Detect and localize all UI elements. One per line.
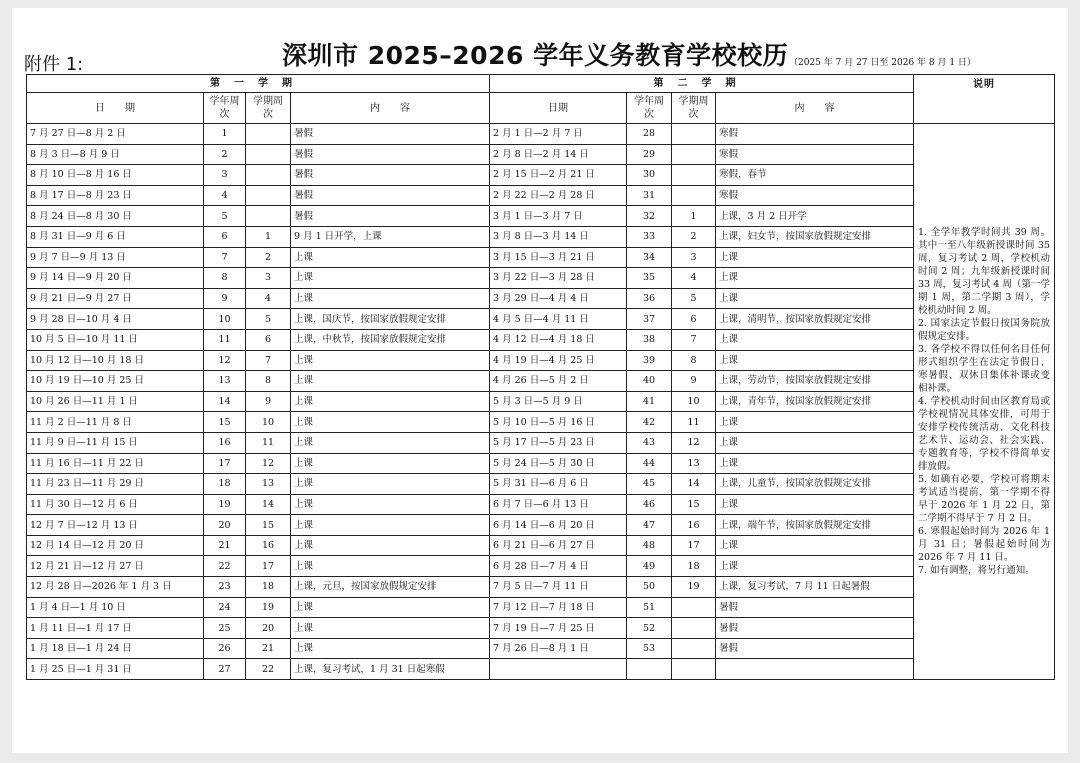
table-row: [27, 247, 1055, 268]
term-week-1-cell: 3: [246, 268, 291, 289]
year-week-2-cell: 47: [627, 515, 672, 536]
term-week-1-cell: 5: [246, 309, 291, 330]
year-week-1-cell: 7: [204, 247, 246, 268]
term2-header: 第二学期: [490, 75, 914, 93]
date-1-cell: 8 月 10 日—8 月 16 日: [27, 165, 204, 186]
term-week-1-cell: 10: [246, 412, 291, 433]
column-header-row: [27, 93, 1055, 124]
content-2-cell: 暑假: [716, 638, 914, 659]
term-week-1-cell: 19: [246, 597, 291, 618]
year-week-2-cell: 50: [627, 577, 672, 598]
date-2-cell: 3 月 22 日—3 月 28 日: [490, 268, 627, 289]
term-week-1-cell: [246, 185, 291, 206]
date-2-cell: 4 月 12 日—4 月 18 日: [490, 329, 627, 350]
date-1-cell: 9 月 14 日—9 月 20 日: [27, 268, 204, 289]
year-week-2-cell: 33: [627, 226, 672, 247]
term-week-2-cell: 14: [672, 474, 716, 495]
date-1-cell: 8 月 3 日—8 月 9 日: [27, 144, 204, 165]
year-week-2-cell: 48: [627, 535, 672, 556]
term-week-header-1: 学期周次: [246, 93, 291, 124]
year-week-2-cell: 44: [627, 453, 672, 474]
term-week-2-cell: [672, 659, 716, 680]
year-week-2-cell: 42: [627, 412, 672, 433]
content-2-cell: 上课: [716, 329, 914, 350]
term-week-1-cell: 8: [246, 371, 291, 392]
date-2-cell: [490, 659, 627, 680]
date-1-cell: 11 月 9 日—11 月 15 日: [27, 432, 204, 453]
content-1-cell: 上课: [291, 391, 490, 412]
content-2-cell: 上课: [716, 432, 914, 453]
content-1-cell: 9 月 1 日开学，上课: [291, 226, 490, 247]
year-week-2-cell: 43: [627, 432, 672, 453]
date-1-cell: 1 月 18 日—1 月 24 日: [27, 638, 204, 659]
date-1-cell: 11 月 16 日—11 月 22 日: [27, 453, 204, 474]
content-1-cell: 暑假: [291, 144, 490, 165]
term-week-header-2: 学期周次: [672, 93, 716, 124]
date-2-cell: 4 月 26 日—5 月 2 日: [490, 371, 627, 392]
date-1-cell: 9 月 7 日—9 月 13 日: [27, 247, 204, 268]
content-1-cell: 上课: [291, 556, 490, 577]
table-row: [27, 659, 1055, 680]
content-2-cell: 上课，3 月 2 日开学: [716, 206, 914, 227]
date-1-cell: 1 月 11 日—1 月 17 日: [27, 618, 204, 639]
year-week-1-cell: 14: [204, 391, 246, 412]
term-week-2-cell: 15: [672, 494, 716, 515]
year-week-2-cell: 30: [627, 165, 672, 186]
content-1-cell: 上课: [291, 535, 490, 556]
year-week-1-cell: 12: [204, 350, 246, 371]
date-2-cell: 2 月 1 日—2 月 7 日: [490, 124, 627, 145]
year-week-1-cell: 27: [204, 659, 246, 680]
date-2-cell: 5 月 3 日—5 月 9 日: [490, 391, 627, 412]
content-1-cell: 上课: [291, 432, 490, 453]
notes-header: 说明: [914, 75, 1055, 124]
date-1-cell: 8 月 24 日—8 月 30 日: [27, 206, 204, 227]
year-week-2-cell: [627, 659, 672, 680]
content-2-cell: 寒假: [716, 185, 914, 206]
content-2-cell: 上课: [716, 350, 914, 371]
content-2-cell: 上课: [716, 556, 914, 577]
year-week-1-cell: 9: [204, 288, 246, 309]
term-week-2-cell: 19: [672, 577, 716, 598]
date-1-cell: 9 月 28 日—10 月 4 日: [27, 309, 204, 330]
content-2-cell: 寒假: [716, 144, 914, 165]
date-range: （2025 年 7 月 27 日至 2026 年 8 月 1 日）: [789, 58, 976, 68]
table-row: [27, 124, 1055, 145]
date-1-cell: 8 月 31 日—9 月 6 日: [27, 226, 204, 247]
year-week-2-cell: 41: [627, 391, 672, 412]
term-week-2-cell: [672, 638, 716, 659]
year-week-2-cell: 46: [627, 494, 672, 515]
content-2-cell: 上课，妇女节，按国家放假规定安排: [716, 226, 914, 247]
table-row: [27, 494, 1055, 515]
date-2-cell: 6 月 14 日—6 月 20 日: [490, 515, 627, 536]
term-week-1-cell: [246, 206, 291, 227]
note-item: 3. 各学校不得以任何名目任何形式组织学生在法定节假日、寒暑假、双休日集体补课或变相补课。: [918, 344, 1050, 395]
content-header-1: 内 容: [291, 93, 490, 124]
year-week-1-cell: 23: [204, 577, 246, 598]
year-week-1-cell: 26: [204, 638, 246, 659]
term-week-1-cell: 16: [246, 535, 291, 556]
term-week-2-cell: 3: [672, 247, 716, 268]
content-2-cell: 上课，清明节，按国家放假规定安排: [716, 309, 914, 330]
content-2-cell: [716, 659, 914, 680]
year-week-1-cell: 20: [204, 515, 246, 536]
term-week-2-cell: [672, 165, 716, 186]
term-week-1-cell: [246, 165, 291, 186]
term-week-1-cell: [246, 124, 291, 145]
year-week-1-cell: 3: [204, 165, 246, 186]
year-week-1-cell: 21: [204, 535, 246, 556]
table-row: [27, 412, 1055, 433]
year-week-1-cell: 16: [204, 432, 246, 453]
table-row: [27, 391, 1055, 412]
year-week-2-cell: 53: [627, 638, 672, 659]
year-week-1-cell: 10: [204, 309, 246, 330]
note-item: 5. 如确有必要，学校可将期末考试适当提前，第一学期不得早于 2026 年 1 月 22 日，第二学期不得早于 7 月 2 日。: [918, 474, 1050, 525]
date-1-cell: 11 月 2 日—11 月 8 日: [27, 412, 204, 433]
term-week-1-cell: 18: [246, 577, 291, 598]
note-item: 1. 全学年教学时间共 39 周。其中一至八年级新授课时间 35 周，复习考试 2 周，学校机动时间 2 周；九年级新授课时间 33 周，复习考试 4 周（第一学期 1 周，第二学期 3 周），学校机动时间 2 周。: [918, 227, 1050, 317]
term-week-2-cell: [672, 185, 716, 206]
year-week-1-cell: 2: [204, 144, 246, 165]
date-header-1: 日 期: [27, 93, 204, 124]
content-2-cell: 上课，青年节，按国家放假规定安排: [716, 391, 914, 412]
content-1-cell: 上课: [291, 494, 490, 515]
term-week-1-cell: 11: [246, 432, 291, 453]
date-2-cell: 7 月 5 日—7 月 11 日: [490, 577, 627, 598]
term-week-1-cell: 7: [246, 350, 291, 371]
year-week-2-cell: 52: [627, 618, 672, 639]
content-1-cell: 上课: [291, 638, 490, 659]
date-2-cell: 7 月 12 日—7 月 18 日: [490, 597, 627, 618]
term-week-2-cell: 6: [672, 309, 716, 330]
content-1-cell: 暑假: [291, 185, 490, 206]
year-week-2-cell: 45: [627, 474, 672, 495]
content-2-cell: 上课: [716, 535, 914, 556]
content-1-cell: 上课: [291, 515, 490, 536]
table-row: [27, 185, 1055, 206]
table-row: [27, 309, 1055, 330]
term-week-1-cell: 2: [246, 247, 291, 268]
content-1-cell: 暑假: [291, 165, 490, 186]
content-2-cell: 上课，端午节，按国家放假规定安排: [716, 515, 914, 536]
year-week-1-cell: 17: [204, 453, 246, 474]
content-1-cell: 上课，中秋节，按国家放假规定安排: [291, 329, 490, 350]
table-row: [27, 535, 1055, 556]
date-1-cell: 9 月 21 日—9 月 27 日: [27, 288, 204, 309]
content-1-cell: 上课: [291, 247, 490, 268]
content-1-cell: 上课: [291, 288, 490, 309]
content-1-cell: 上课: [291, 412, 490, 433]
content-1-cell: 上课，复习考试，1 月 31 日起寒假: [291, 659, 490, 680]
content-1-cell: 暑假: [291, 124, 490, 145]
table-row: [27, 350, 1055, 371]
page-title: 深圳市 2025–2026 学年义务教育学校校历: [282, 41, 789, 70]
term-week-2-cell: 17: [672, 535, 716, 556]
content-2-cell: 上课，复习考试，7 月 11 日起暑假: [716, 577, 914, 598]
term-week-2-cell: 7: [672, 329, 716, 350]
year-week-1-cell: 4: [204, 185, 246, 206]
term-week-1-cell: 22: [246, 659, 291, 680]
note-item: 6. 寒假起始时间为 2026 年 1 月 31 日；暑假起始时间为 2026 年 7 月 11 日。: [918, 526, 1050, 564]
year-week-1-cell: 6: [204, 226, 246, 247]
term-week-1-cell: 21: [246, 638, 291, 659]
date-1-cell: 8 月 17 日—8 月 23 日: [27, 185, 204, 206]
term-week-1-cell: 1: [246, 226, 291, 247]
date-1-cell: 12 月 14 日—12 月 20 日: [27, 535, 204, 556]
content-1-cell: 上课，元旦，按国家放假规定安排: [291, 577, 490, 598]
date-1-cell: 10 月 5 日—10 月 11 日: [27, 329, 204, 350]
year-week-header-1: 学年周次: [204, 93, 246, 124]
year-week-1-cell: 1: [204, 124, 246, 145]
table-row: [27, 577, 1055, 598]
content-2-cell: 寒假: [716, 124, 914, 145]
date-1-cell: 10 月 19 日—10 月 25 日: [27, 371, 204, 392]
date-2-cell: 3 月 1 日—3 月 7 日: [490, 206, 627, 227]
table-row: [27, 206, 1055, 227]
term-week-2-cell: 10: [672, 391, 716, 412]
date-1-cell: 11 月 23 日—11 月 29 日: [27, 474, 204, 495]
term-week-2-cell: 11: [672, 412, 716, 433]
attachment-label: 附件 1:: [24, 54, 84, 75]
table-row: [27, 453, 1055, 474]
content-2-cell: 上课: [716, 412, 914, 433]
term-week-1-cell: 15: [246, 515, 291, 536]
date-2-cell: 5 月 31 日—6 月 6 日: [490, 474, 627, 495]
content-2-cell: 上课: [716, 268, 914, 289]
term-week-2-cell: 12: [672, 432, 716, 453]
table-row: [27, 165, 1055, 186]
date-2-cell: 7 月 26 日—8 月 1 日: [490, 638, 627, 659]
term-week-2-cell: 18: [672, 556, 716, 577]
year-week-2-cell: 38: [627, 329, 672, 350]
date-1-cell: 11 月 30 日—12 月 6 日: [27, 494, 204, 515]
date-2-cell: 2 月 15 日—2 月 21 日: [490, 165, 627, 186]
content-header-2: 内 容: [716, 93, 914, 124]
year-week-1-cell: 8: [204, 268, 246, 289]
date-2-cell: 2 月 8 日—2 月 14 日: [490, 144, 627, 165]
year-week-1-cell: 5: [204, 206, 246, 227]
date-2-cell: 4 月 19 日—4 月 25 日: [490, 350, 627, 371]
term-week-2-cell: 16: [672, 515, 716, 536]
content-2-cell: 上课: [716, 453, 914, 474]
term-week-1-cell: 6: [246, 329, 291, 350]
content-1-cell: 上课，国庆节，按国家放假规定安排: [291, 309, 490, 330]
date-1-cell: 7 月 27 日—8 月 2 日: [27, 124, 204, 145]
term1-header: 第一学期: [27, 75, 490, 93]
term-week-1-cell: 12: [246, 453, 291, 474]
year-week-2-cell: 49: [627, 556, 672, 577]
content-2-cell: 上课: [716, 288, 914, 309]
note-item: 7. 如有调整，将另行通知。: [918, 565, 1035, 577]
term-week-1-cell: 17: [246, 556, 291, 577]
content-2-cell: 上课: [716, 247, 914, 268]
table-row: [27, 638, 1055, 659]
content-2-cell: 上课: [716, 494, 914, 515]
term-header-row: [27, 75, 1055, 93]
date-2-cell: 7 月 19 日—7 月 25 日: [490, 618, 627, 639]
term-week-2-cell: [672, 124, 716, 145]
date-2-cell: 5 月 24 日—5 月 30 日: [490, 453, 627, 474]
year-week-header-2: 学年周次: [627, 93, 672, 124]
content-2-cell: 暑假: [716, 618, 914, 639]
term-week-2-cell: 2: [672, 226, 716, 247]
term-week-2-cell: [672, 144, 716, 165]
year-week-2-cell: 37: [627, 309, 672, 330]
date-1-cell: 10 月 12 日—10 月 18 日: [27, 350, 204, 371]
content-1-cell: 上课: [291, 618, 490, 639]
year-week-1-cell: 11: [204, 329, 246, 350]
year-week-2-cell: 39: [627, 350, 672, 371]
content-1-cell: 上课: [291, 474, 490, 495]
content-1-cell: 上课: [291, 597, 490, 618]
term-week-1-cell: [246, 144, 291, 165]
table-row: [27, 144, 1055, 165]
term-week-1-cell: 20: [246, 618, 291, 639]
year-week-2-cell: 36: [627, 288, 672, 309]
date-2-cell: 6 月 28 日—7 月 4 日: [490, 556, 627, 577]
content-2-cell: 寒假，春节: [716, 165, 914, 186]
date-2-cell: 3 月 15 日—3 月 21 日: [490, 247, 627, 268]
year-week-1-cell: 15: [204, 412, 246, 433]
year-week-1-cell: 24: [204, 597, 246, 618]
term-week-2-cell: 5: [672, 288, 716, 309]
year-week-2-cell: 40: [627, 371, 672, 392]
date-2-cell: 3 月 8 日—3 月 14 日: [490, 226, 627, 247]
content-1-cell: 上课: [291, 371, 490, 392]
date-2-cell: 6 月 7 日—6 月 13 日: [490, 494, 627, 515]
table-row: [27, 515, 1055, 536]
term-week-2-cell: 13: [672, 453, 716, 474]
table-row: [27, 618, 1055, 639]
year-week-2-cell: 51: [627, 597, 672, 618]
date-header-2: 日期: [490, 93, 627, 124]
year-week-2-cell: 35: [627, 268, 672, 289]
term-week-2-cell: [672, 618, 716, 639]
date-2-cell: 5 月 17 日—5 月 23 日: [490, 432, 627, 453]
date-2-cell: 3 月 29 日—4 月 4 日: [490, 288, 627, 309]
content-1-cell: 上课: [291, 268, 490, 289]
term-week-2-cell: [672, 597, 716, 618]
content-1-cell: 上课: [291, 350, 490, 371]
table-row: [27, 288, 1055, 309]
date-2-cell: 2 月 22 日—2 月 28 日: [490, 185, 627, 206]
year-week-1-cell: 22: [204, 556, 246, 577]
term-week-1-cell: 14: [246, 494, 291, 515]
term-week-2-cell: 8: [672, 350, 716, 371]
year-week-2-cell: 28: [627, 124, 672, 145]
year-week-2-cell: 29: [627, 144, 672, 165]
term-week-2-cell: 9: [672, 371, 716, 392]
term-week-2-cell: 1: [672, 206, 716, 227]
date-1-cell: 10 月 26 日—11 月 1 日: [27, 391, 204, 412]
year-week-1-cell: 19: [204, 494, 246, 515]
content-2-cell: 上课，儿童节，按国家放假规定安排: [716, 474, 914, 495]
table-row: [27, 597, 1055, 618]
content-1-cell: 上课: [291, 453, 490, 474]
content-2-cell: 上课，劳动节，按国家放假规定安排: [716, 371, 914, 392]
table-row: [27, 474, 1055, 495]
date-2-cell: 6 月 21 日—6 月 27 日: [490, 535, 627, 556]
year-week-2-cell: 31: [627, 185, 672, 206]
date-1-cell: 1 月 4 日—1 月 10 日: [27, 597, 204, 618]
table-row: [27, 268, 1055, 289]
table-row: [27, 556, 1055, 577]
notes-cell: [914, 124, 1055, 680]
year-week-1-cell: 13: [204, 371, 246, 392]
calendar-table: [26, 74, 1055, 680]
year-week-2-cell: 32: [627, 206, 672, 227]
note-item: 2. 国家法定节假日按国务院放假规定安排。: [918, 318, 1050, 343]
term-week-1-cell: 9: [246, 391, 291, 412]
date-2-cell: 5 月 10 日—5 月 16 日: [490, 412, 627, 433]
date-1-cell: 1 月 25 日—1 月 31 日: [27, 659, 204, 680]
term-week-1-cell: 4: [246, 288, 291, 309]
year-week-2-cell: 34: [627, 247, 672, 268]
date-1-cell: 12 月 28 日—2026 年 1 月 3 日: [27, 577, 204, 598]
table-row: [27, 432, 1055, 453]
table-row: [27, 226, 1055, 247]
content-2-cell: 暑假: [716, 597, 914, 618]
term-week-1-cell: 13: [246, 474, 291, 495]
year-week-1-cell: 25: [204, 618, 246, 639]
term-week-2-cell: 4: [672, 268, 716, 289]
date-1-cell: 12 月 21 日—12 月 27 日: [27, 556, 204, 577]
date-2-cell: 4 月 5 日—4 月 11 日: [490, 309, 627, 330]
note-item: 4. 学校机动时间由区教育局或学校视情况具体安排，可用于安排学校传统活动、文化科技艺术节、运动会、社会实践、专题教育等，学校不得简单安排放假。: [918, 396, 1050, 473]
date-1-cell: 12 月 7 日—12 月 13 日: [27, 515, 204, 536]
table-row: [27, 371, 1055, 392]
year-week-1-cell: 18: [204, 474, 246, 495]
table-row: [27, 329, 1055, 350]
content-1-cell: 暑假: [291, 206, 490, 227]
